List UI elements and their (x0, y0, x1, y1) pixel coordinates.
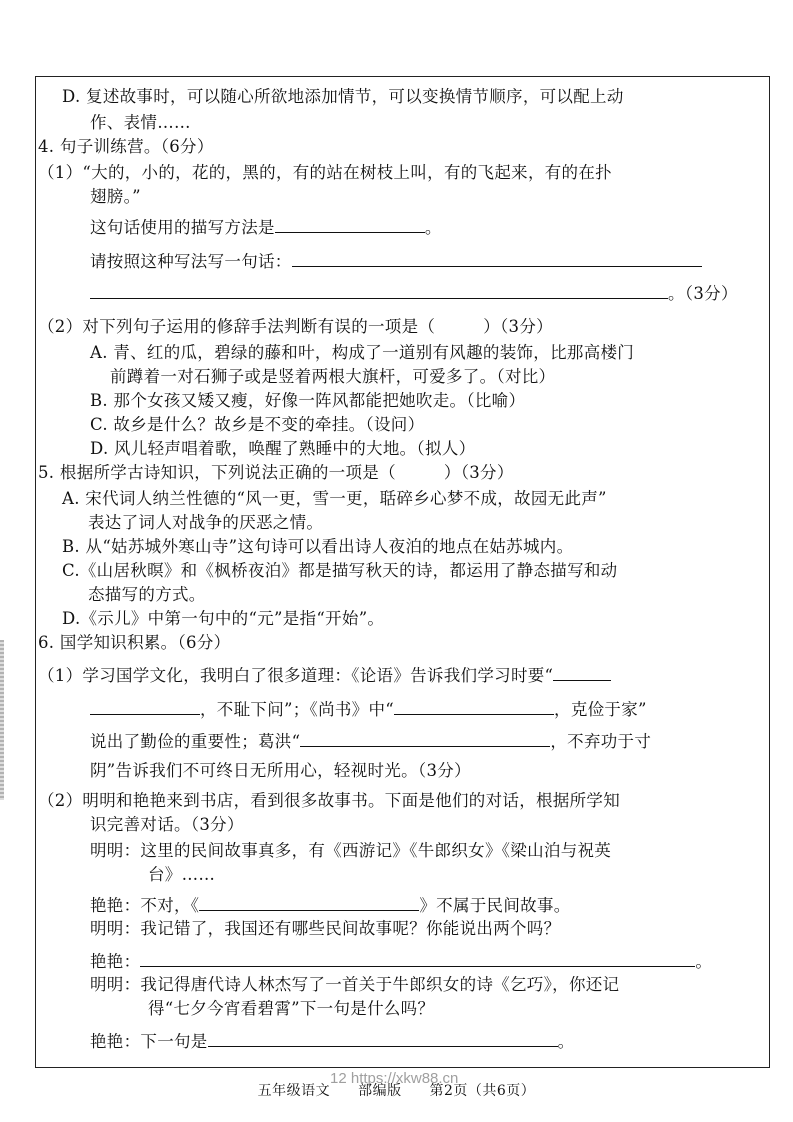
q4-option-b: B. 那个女孩又矮又瘦，好像一阵风都能把她吹走。（比喻） (90, 391, 526, 410)
q4-part1-label: （1） (38, 163, 83, 182)
q5-stem (38, 462, 514, 484)
q4-option-d: D. 风儿轻声唱着歌，唤醒了熟睡中的大地。（拟人） (90, 439, 476, 458)
q6-part1-line2 (90, 698, 647, 721)
dialogue-line-4 (90, 950, 712, 973)
dialogue-line-1-cont: 台》…… (148, 865, 216, 884)
answer-blank-lunyu-2[interactable] (90, 698, 200, 715)
q4-option-a-cont: 前蹲着一对石狮子或是竖着两根大旗杆，可爱多了。（对比） (110, 367, 556, 386)
q4-describe-prompt: 这句话使用的描写方法是 (90, 218, 275, 237)
period: 。 (424, 218, 442, 237)
dialogue-line-5 (90, 974, 619, 996)
q5-option-a: A. 宋代词人纳兰性德的“风一更，雪一更，聒碎乡心梦不成，故园无此声” (62, 489, 607, 508)
answer-blank-poem-next-line[interactable] (208, 1030, 558, 1047)
dialogue-text: 》不属于民间故事。 (419, 896, 571, 915)
dialogue-text: 我记得唐代诗人林杰写了一首关于牛郎织女的诗《乞巧》，你还记 (140, 975, 620, 994)
answer-blank-sentence-2[interactable] (90, 282, 668, 299)
q4-write-sentence (90, 250, 702, 273)
q6-text: ，不耻下问”；《尚书》中“ (200, 700, 395, 719)
q5-option-b: B. 从“姑苏城外寒山寺”这句诗可以看出诗人夜泊的地点在姑苏城内。 (62, 537, 574, 556)
q6-part1-line1 (38, 664, 611, 687)
stem-text: 5. 根据所学古诗知识，下列说法正确的一项是（ (38, 463, 396, 482)
dialogue-line-6 (90, 1030, 574, 1053)
speaker-mingming: 明明： (90, 841, 141, 860)
speaker-yanyan: 艳艳： (90, 952, 141, 971)
q4-title: 4. 句子训练营。（6分） (38, 137, 214, 156)
score-note: 。（3分） (668, 284, 738, 303)
q6-part2-line1: （2）明明和艳艳来到书店，看到很多故事书。下面是他们的对话，根据所学知 (38, 791, 620, 810)
speaker-yanyan: 艳艳： (90, 896, 141, 915)
answer-blank-sentence-1[interactable] (292, 250, 702, 267)
dialogue-text: 这里的民间故事真多，有《西游记》《牛郎织女》《梁山泊与祝英 (140, 841, 612, 860)
q3-option-d-cont: 作、表情…… (90, 113, 191, 132)
q6-part1-line4: 阴”告诉我们不可终日无所用心，轻视时光。（3分） (90, 761, 471, 780)
watermark: 12 https://xkw88.cn (330, 1070, 459, 1087)
stem-text: （2）对下列句子运用的修辞手法判断有误的一项是（ (38, 317, 436, 336)
q5-option-c-cont: 态描写的方式。 (88, 585, 206, 604)
dialogue-line-3 (90, 918, 560, 940)
answer-blank-folk-tales[interactable] (140, 950, 695, 967)
q5-option-d: D.《示儿》中第一句中的“元”是指“开始”。 (62, 609, 385, 628)
answer-blank-not-folk-tale[interactable] (199, 894, 419, 911)
speaker-mingming: 明明： (90, 975, 141, 994)
q6-text: ，不弃功于寸 (550, 732, 652, 751)
dialogue-text: 不对，《 (140, 896, 200, 915)
footer-grade-subject: 五年级语文 (257, 1083, 331, 1099)
q6-title: 6. 国学知识积累。（6分） (38, 633, 231, 652)
footer-page-number: 第2页（共6页） (429, 1083, 536, 1099)
score-note: ）（3分） (483, 317, 553, 336)
footer-edition: 部编版 (358, 1083, 402, 1099)
q6-part2-line2: 识完善对话。（3分） (90, 815, 244, 834)
dialogue-text: 下一句是 (140, 1032, 208, 1051)
q4-part1-quote-text: “大的，小的，花的，黑的，有的站在树枝上叫，有的飞起来，有的在扑 (82, 163, 612, 182)
q4-option-c: C. 故乡是什么？故乡是不变的牵挂。（设问） (90, 415, 425, 434)
q4-part2-stem (38, 316, 553, 338)
q3-option-d: D. 复述故事时，可以随心所欲地添加情节，可以变换情节顺序，可以配上动 (62, 87, 624, 106)
scan-edge-artifact (0, 640, 4, 800)
q4-part1-quote-cont: 翅膀。” (90, 187, 141, 206)
q4-describe-method (90, 216, 442, 239)
q4-part1-quote (38, 162, 612, 184)
q4-option-a: A. 青、红的瓜，碧绿的藤和叶，构成了一道别有风趣的装饰，比那高楼门 (90, 343, 635, 362)
q5-option-a-cont: 表达了词人对战争的厌恶之情。 (88, 513, 324, 532)
dialogue-line-2 (90, 894, 571, 917)
q4-write-prompt: 请按照这种写法写一句话： (90, 252, 292, 271)
period: 。 (557, 1032, 575, 1051)
answer-blank-shangshu[interactable] (394, 698, 554, 715)
speaker-yanyan: 艳艳： (90, 1032, 141, 1051)
page-footer (0, 1080, 793, 1100)
q6-part1-line3 (90, 730, 651, 753)
q5-option-c: C.《山居秋暝》和《枫桥夜泊》都是描写秋天的诗，都运用了静态描写和动 (62, 561, 618, 580)
q6-text: ，克俭于家” (554, 700, 647, 719)
answer-blank-gehong[interactable] (300, 730, 550, 747)
dialogue-line-5-cont: 得“七夕今宵看碧霄”下一句是什么吗？ (148, 999, 435, 1018)
dialogue-text: 我记错了，我国还有哪些民间故事呢？你能说出两个吗？ (140, 919, 561, 938)
q6-part1-text: （1）学习国学文化，我明白了很多道理：《论语》告诉我们学习时要“ (38, 666, 554, 685)
period: 。 (695, 952, 713, 971)
speaker-mingming: 明明： (90, 919, 141, 938)
dialogue-line-1 (90, 840, 611, 862)
answer-blank-method[interactable] (275, 216, 425, 233)
score-note: ）（3分） (443, 463, 514, 482)
answer-blank-lunyu-1[interactable] (553, 664, 611, 681)
q6-text: 说出了勤俭的重要性；葛洪“ (90, 732, 301, 751)
q4-write-sentence-line2 (90, 282, 738, 305)
